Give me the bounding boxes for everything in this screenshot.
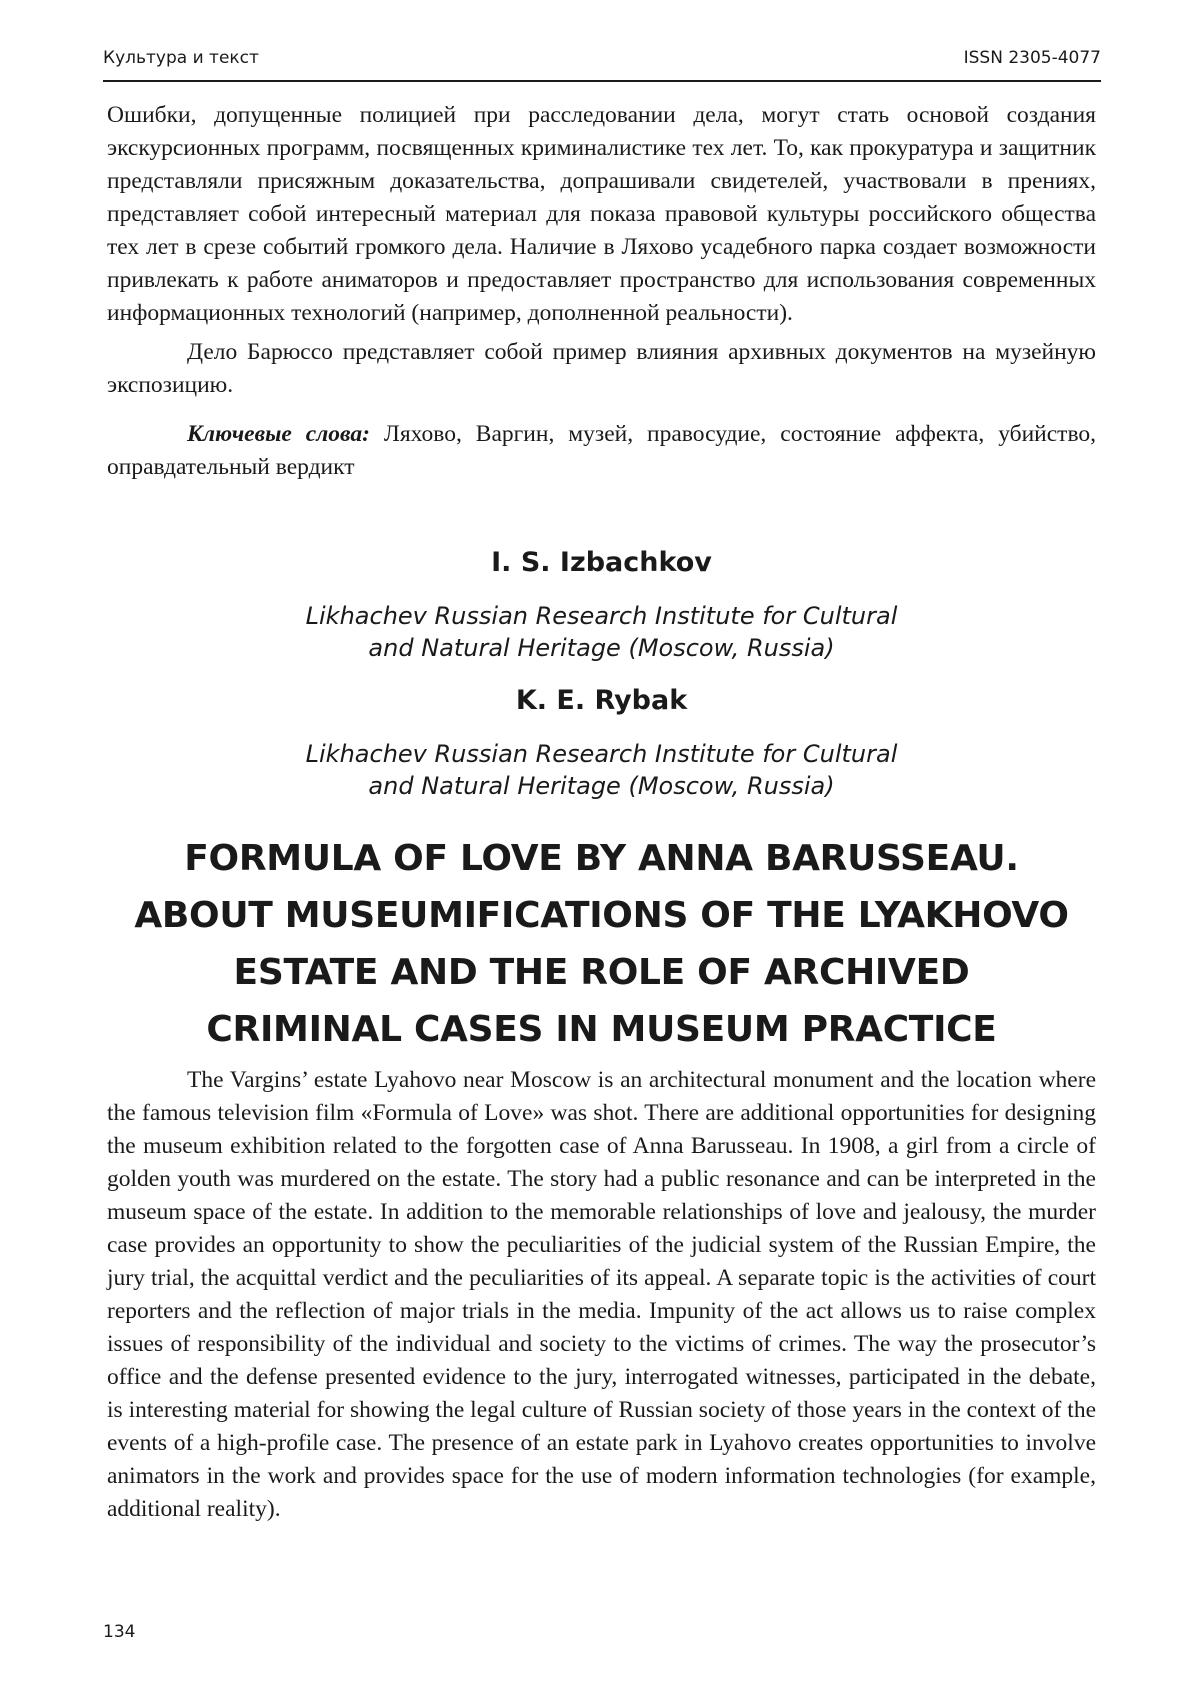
- title-line-2: ABOUT MUSEUMIFICATIONS OF THE LYAKHOVO: [134, 895, 1069, 936]
- affiliation-1-line-1: Likhachev Russian Research Institute for Cultural: [305, 602, 898, 630]
- title-line-3: ESTATE AND THE ROLE OF ARCHIVED: [233, 952, 970, 993]
- author-name-2: K. E. Rybak: [515, 685, 688, 716]
- abstract-paragraph: The Vargins’ estate Lyahovo near Moscow is an architectural monument and the location where the famous television film «Formula of Love» was shot. There are additional opportunities for designing the museum exhibition related to the forgotten case of Anna Barusseau. In 1908, a girl from a circle of golden youth was murdered on the estate. The story had a public resonance and can be interpreted in the museum space of the estate. In addition to the memorable relationships of love and jealousy, the murder case provides an opportunity to show the peculiarities of the judicial system of the Russian Empire, the jury trial, the acquittal verdict and the peculiarities of its appeal. A separate topic is the activities of court reporters and the reflection of major trials in the media. Impunity of the act allows us to raise complex issues of responsibility of the individual and society to the victims of crimes. The way the prosecutor’s office and the defense presented evidence to the jury, interrogated witnesses, participated in the debate, is interesting material for showing the legal culture of Russian society of those years in the context of the events of a high-profile case. The presence of an estate park in Lyahovo creates opportunities to involve animators in the work and provides space for the use of modern information technologies (for example, additional reality).: [107, 1067, 1096, 1522]
- affiliation-2-line-1: Likhachev Russian Research Institute for Cultural: [305, 740, 898, 768]
- issn-number: ISSN 2305-4077: [963, 48, 1101, 68]
- journal-name: Культура и текст: [103, 48, 259, 68]
- title-line-4: CRIMINAL CASES IN MUSEUM PRACTICE: [206, 1009, 997, 1050]
- title-line-1: FORMULA OF LOVE BY ANNA BARUSSEAU.: [184, 838, 1019, 879]
- russian-keywords: [107, 418, 1096, 484]
- page-number: 134: [103, 1622, 136, 1642]
- author-name-1: I. S. Izbachkov: [491, 547, 712, 578]
- author-affiliation-2: [107, 738, 1096, 802]
- keywords-text: Ляхово, Варгин, музей, правосудие, состояние аффекта, убийство, оправдательный вердикт: [107, 421, 1097, 480]
- page-content: [107, 99, 1096, 1526]
- running-header: [103, 44, 1101, 82]
- article-title: [107, 830, 1096, 1058]
- keywords-label: Ключевые слова:: [187, 421, 370, 447]
- russian-paragraph-2: Дело Барюссо представляет собой пример влияния архивных документов на музейную экспозицию.: [107, 339, 1096, 398]
- russian-paragraph-1: Ошибки, допущенные полицией при расследовании дела, могут стать основой создания экскурсионных программ, посвященных криминалистике тех лет. То, как прокуратура и защитник представляли присяжным доказательства, допрашивали свидетелей, участвовали в прениях, представляет собой интересный материал для показа правовой культуры российского общества тех лет в срезе событий громкого дела. Наличие в Ляхово усадебного парка создает возможности привлекать к работе аниматоров и предоставляет пространство для использования современных информационных технологий (например, дополненной реальности).: [107, 102, 1096, 326]
- author-affiliation-1: [107, 600, 1096, 664]
- affiliation-1-line-2: and Natural Heritage (Moscow, Russia): [368, 634, 835, 662]
- affiliation-2-line-2: and Natural Heritage (Moscow, Russia): [368, 772, 835, 800]
